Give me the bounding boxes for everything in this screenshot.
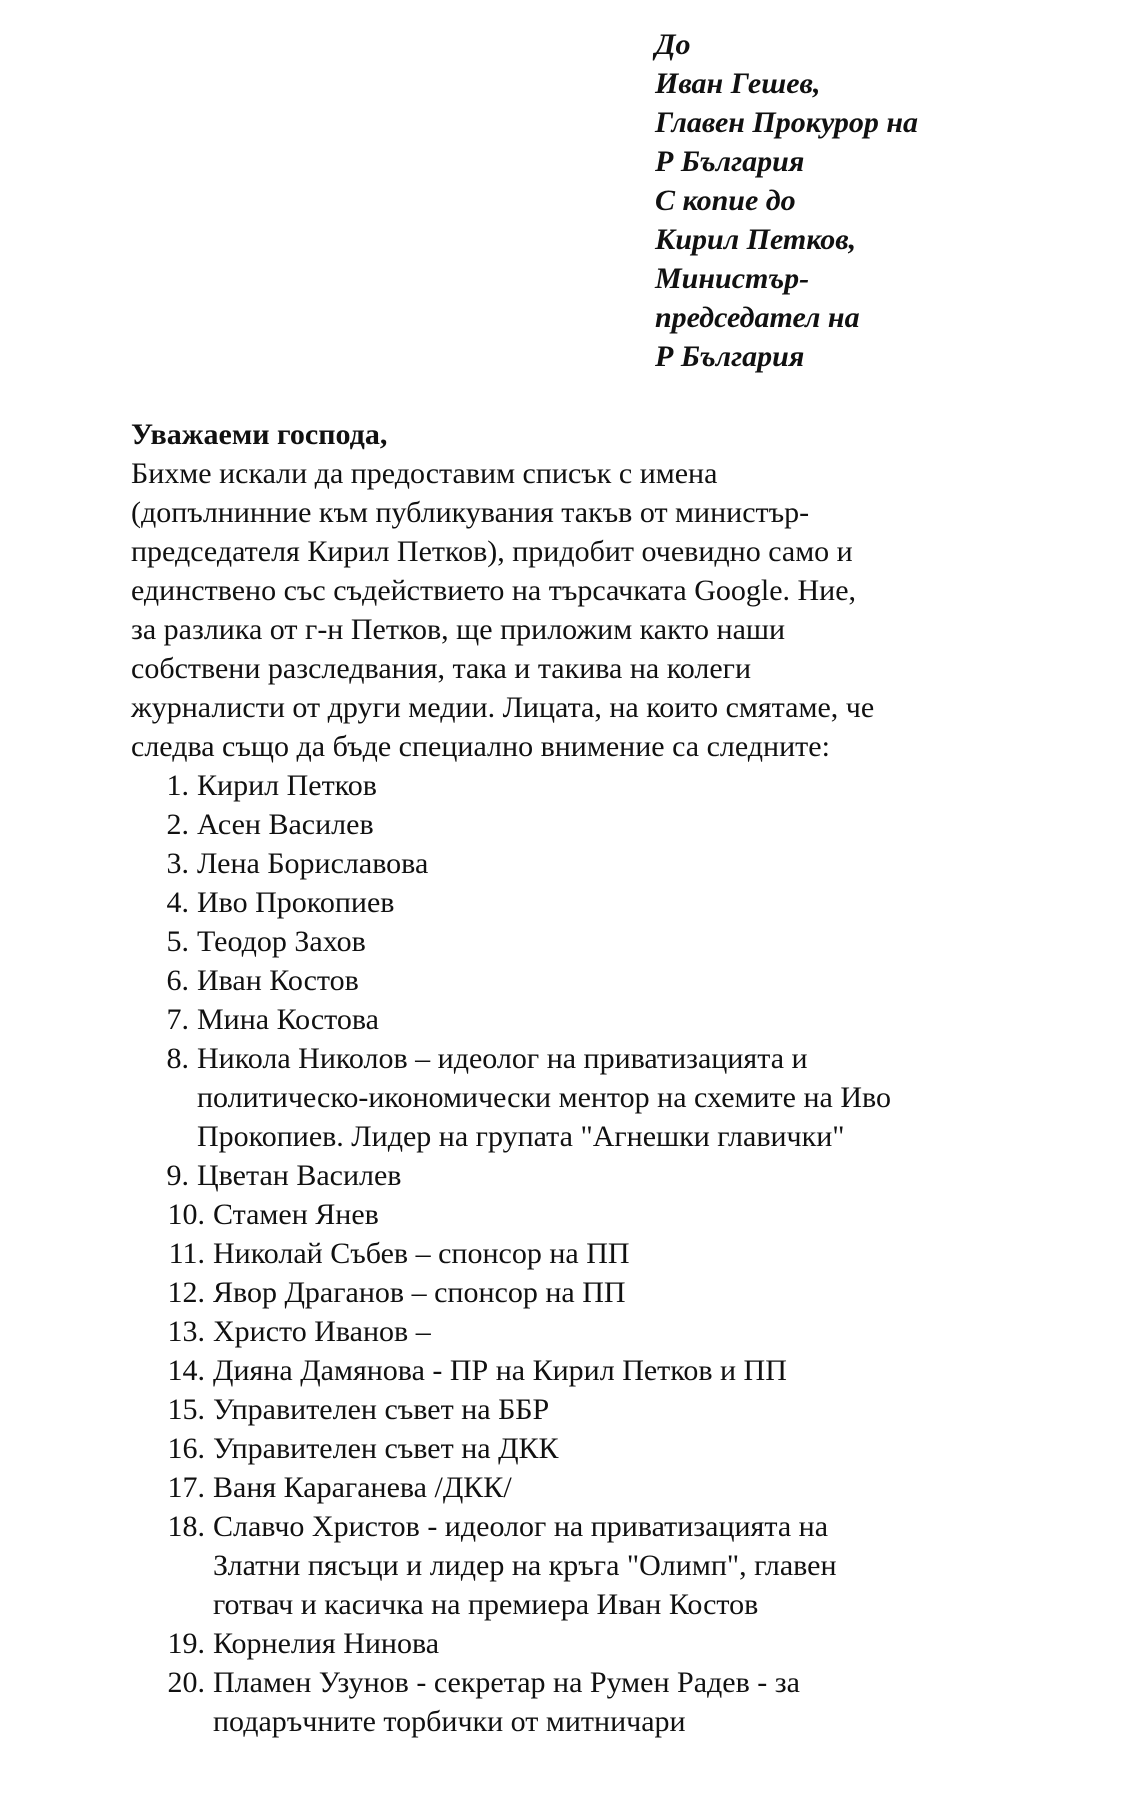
list-item-number: 16. [167, 1432, 205, 1465]
list-item-line: Управителен съвет на ДКК [213, 1432, 559, 1465]
list-item-line: Управителен съвет на ББР [213, 1393, 550, 1426]
list-item [131, 1039, 1091, 1156]
list-item-text [197, 766, 1091, 805]
list-item [131, 1663, 1091, 1741]
intro-line: за разлика от г-н Петков, ще приложим както наши [131, 613, 786, 646]
list-item-text [197, 961, 1091, 1000]
list-item-line: Николай Събев – спонсор на ПП [213, 1237, 630, 1270]
list-item-line: Явор Драганов – спонсор на ПП [213, 1276, 626, 1309]
list-item-text [213, 1429, 1091, 1468]
addressee-line: Р България [655, 145, 805, 178]
list-item-line: Златни пясъци и лидер на кръга "Олимп", главен [213, 1549, 837, 1582]
list-item-number: 2. [166, 808, 189, 841]
addressee-line: Иван Гешев, [655, 67, 821, 100]
list-item-number: 10. [167, 1198, 205, 1231]
list-item-line: Никола Николов – идеолог на приватизацията и [197, 1042, 808, 1075]
list-item [131, 883, 1091, 922]
intro-line: единствено със съдействието на търсачката Google. Ние, [131, 574, 857, 607]
list-item-line: Христо Иванов – [213, 1315, 431, 1348]
list-item-line: Славчо Христов - идеолог на приватизацията на [213, 1510, 829, 1543]
addressee-block [655, 25, 1075, 376]
list-item [131, 1312, 1091, 1351]
list-item [131, 922, 1091, 961]
list-item-text [213, 1195, 1091, 1234]
list-item-text [213, 1390, 1091, 1429]
list-item [131, 1234, 1091, 1273]
list-item-line: Цветан Василев [197, 1159, 402, 1192]
list-item-text [197, 805, 1091, 844]
list-item-number: 20. [167, 1666, 205, 1699]
list-item-number: 9. [166, 1159, 189, 1192]
intro-line: Бихме искали да предоставим списък с имена [131, 457, 718, 490]
greeting: Уважаеми господа, [131, 418, 388, 451]
list-item-number: 8. [166, 1042, 189, 1075]
list-item-number: 18. [167, 1510, 205, 1543]
list-item-line: Иво Прокопиев [197, 886, 395, 919]
list-item-text [213, 1624, 1091, 1663]
intro-line: собствени разследвания, така и такива на колеги [131, 652, 752, 685]
list-item [131, 1390, 1091, 1429]
list-item [131, 1624, 1091, 1663]
list-item-text [213, 1312, 1091, 1351]
list-item-text [213, 1351, 1091, 1390]
list-item-line: Стамен Янев [213, 1198, 379, 1231]
list-item-line: готвач и касичка на премиера Иван Костов [213, 1588, 759, 1621]
list-item-text [213, 1468, 1091, 1507]
list-item [131, 1429, 1091, 1468]
list-item-number: 7. [166, 1003, 189, 1036]
list-item-number: 19. [167, 1627, 205, 1660]
list-item-line: Мина Костова [197, 1003, 379, 1036]
list-item-line: Лена Бориславова [197, 847, 429, 880]
list-item-line: политическо-икономически ментор на схемите на Иво [197, 1081, 891, 1114]
list-item-line: Корнелия Нинова [213, 1627, 440, 1660]
list-item [131, 1156, 1091, 1195]
list-item-number: 17. [167, 1471, 205, 1504]
addressee-line: С копие до [655, 184, 796, 217]
list-item-text [213, 1663, 1091, 1741]
addressee-line: председател на [655, 301, 860, 334]
list-item [131, 805, 1091, 844]
list-item [131, 1468, 1091, 1507]
addressee-line: До [655, 28, 691, 61]
list-item-line: Ваня Караганева /ДКК/ [213, 1471, 512, 1504]
list-item-text [197, 1156, 1091, 1195]
list-item [131, 961, 1091, 1000]
intro-paragraph [131, 454, 1091, 766]
list-item-number: 12. [167, 1276, 205, 1309]
list-item [131, 1351, 1091, 1390]
list-item-text [213, 1273, 1091, 1312]
list-item-line: Асен Василев [197, 808, 374, 841]
list-item-text [197, 1039, 1091, 1156]
list-item-line: Пламен Узунов - секретар на Румен Радев - за [213, 1666, 800, 1699]
intro-line: председателя Кирил Петков), придобит очевидно само и [131, 535, 853, 568]
list-item-number: 1. [166, 769, 189, 802]
intro-line: (допълнинние към публикувания такъв от министър- [131, 496, 810, 529]
intro-line: журналисти от други медии. Лицата, на които смятаме, че [131, 691, 875, 724]
list-item-line: подаръчните торбички от митничари [213, 1705, 686, 1738]
list-item-line: Теодор Захов [197, 925, 366, 958]
list-item-number: 4. [166, 886, 189, 919]
list-item [131, 766, 1091, 805]
letter-body [131, 415, 1091, 1741]
list-item-number: 13. [167, 1315, 205, 1348]
list-item-number: 5. [166, 925, 189, 958]
intro-line: следва също да бъде специално внимение са следните: [131, 730, 830, 763]
list-item [131, 1273, 1091, 1312]
list-item-line: Дияна Дамянова - ПР на Кирил Петков и ПП [213, 1354, 787, 1387]
list-item [131, 1000, 1091, 1039]
list-item-text [197, 883, 1091, 922]
list-item-number: 14. [167, 1354, 205, 1387]
list-item-line: Кирил Петков [197, 769, 377, 802]
list-item-number: 15. [167, 1393, 205, 1426]
addressee-line: Министър- [655, 262, 810, 295]
list-item-text [213, 1507, 1091, 1624]
list-item-text [197, 922, 1091, 961]
list-item-number: 6. [166, 964, 189, 997]
list-item-line: Иван Костов [197, 964, 359, 997]
addressee-line: Р България [655, 340, 805, 373]
list-item-text [197, 844, 1091, 883]
list-item-text [213, 1234, 1091, 1273]
list-item [131, 1195, 1091, 1234]
addressee-line: Главен Прокурор на [655, 106, 919, 139]
list-item-line: Прокопиев. Лидер на групата "Агнешки главички" [197, 1120, 845, 1153]
list-item [131, 844, 1091, 883]
list-item [131, 1507, 1091, 1624]
list-item-text [197, 1000, 1091, 1039]
addressee-line: Кирил Петков, [655, 223, 857, 256]
list-item-number: 3. [166, 847, 189, 880]
names-list [131, 766, 1091, 1741]
list-item-number: 11. [168, 1237, 205, 1270]
